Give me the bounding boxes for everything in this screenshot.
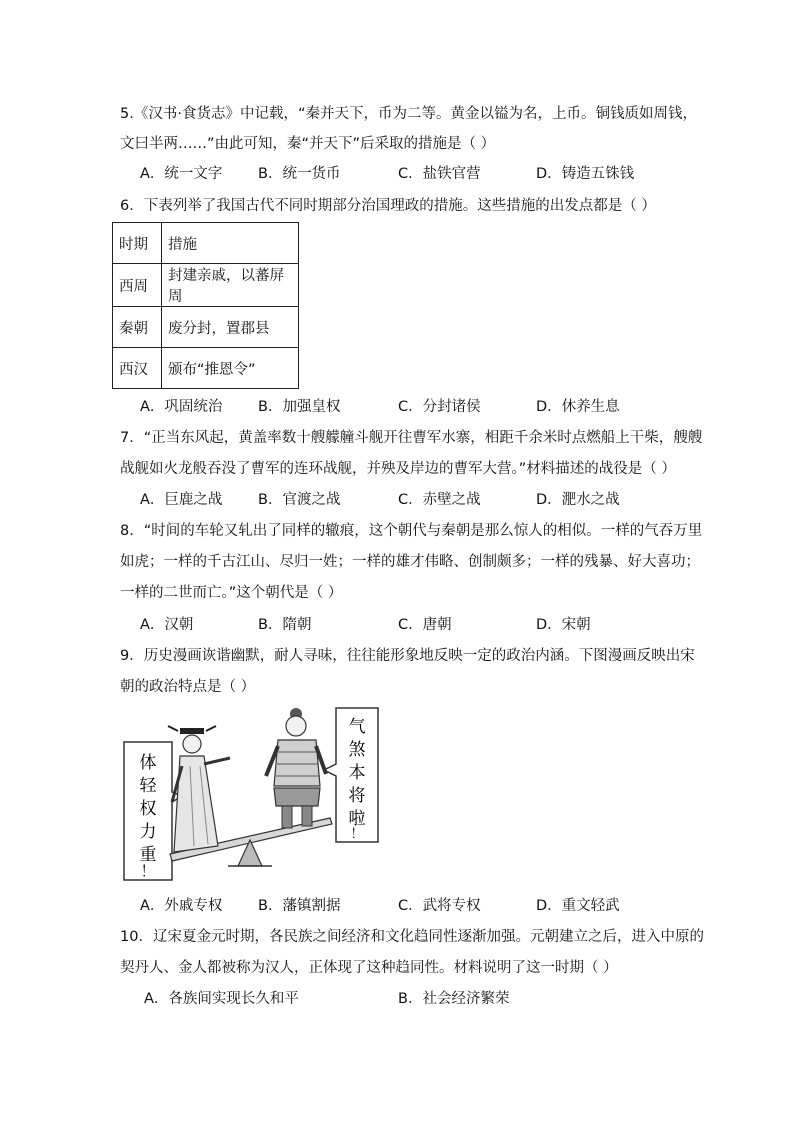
q8-option-b[interactable]: B．隋朝	[258, 617, 312, 633]
q5-option-a[interactable]: A．统一文字	[140, 166, 223, 182]
table-cell-measure: 废分封，置郡县	[162, 307, 299, 348]
right-speech-bubble	[324, 708, 378, 842]
table-row	[113, 307, 299, 348]
civil-official-figure-icon	[168, 726, 230, 852]
table-cell-period: 西周	[113, 264, 162, 307]
table-header-measure: 措施	[162, 223, 299, 264]
left-bubble-char: 权	[139, 799, 157, 819]
q5-option-c[interactable]: C．盐铁官营	[398, 166, 481, 182]
military-general-figure-icon	[266, 708, 326, 828]
q5-stem-line-1: 5.《汉书·食货志》中记载，“秦并天下，币为二等。黄金以镒为名，上币。铜钱质如周钱，	[120, 106, 697, 122]
q6-measures-table	[112, 222, 299, 389]
left-bubble-char: 轻	[139, 776, 157, 796]
table-row	[113, 348, 299, 389]
q9-cartoon-illustration	[120, 706, 382, 886]
q7-option-c[interactable]: C．赤壁之战	[398, 492, 481, 508]
q8-stem-line-2: 如虎；一样的千古江山、尽归一姓；一样的雄才伟略、创制颇多；一样的残暴、好大喜功；	[120, 554, 700, 570]
q9-option-b[interactable]: B．藩镇割据	[258, 898, 341, 914]
q7-stem-line-1: 7．“正当东风起，黄盖率数十艘艨艟斗舰开往曹军水寨，相距千余米时点燃船上干柴，艘艘	[120, 430, 703, 446]
q6-option-c[interactable]: C．分封诸侯	[398, 399, 481, 415]
table-cell-measure: 封建亲戚，以蕃屏周	[162, 264, 299, 307]
table-header-period: 时期	[113, 223, 162, 264]
q9-stem-line-2: 朝的政治特点是（ ）	[120, 679, 256, 695]
q7-stem-line-2: 战舰如火龙般吞没了曹军的连环战舰，并殃及岸边的曹军大营。”材料描述的战役是（ ）	[120, 461, 676, 477]
right-bubble-char: 啦	[348, 809, 366, 829]
left-bubble-char: 体	[139, 753, 157, 773]
right-bubble-char: ！	[350, 827, 364, 842]
left-bubble-char: 力	[139, 822, 157, 842]
q8-option-a[interactable]: A．汉朝	[140, 617, 194, 633]
table-cell-measure: 颁布“推恩令”	[162, 348, 299, 389]
q7-option-b[interactable]: B．官渡之战	[258, 492, 341, 508]
q6-option-d[interactable]: D．休养生息	[536, 399, 620, 415]
q6-option-a[interactable]: A．巩固统治	[140, 399, 223, 415]
right-bubble-char: 将	[348, 786, 366, 806]
table-cell-period: 秦朝	[113, 307, 162, 348]
right-bubble-char: 煞	[348, 740, 366, 760]
q10-stem-line-2: 契丹人、金人都被称为汉人，正体现了这种趋同性。材料说明了这一时期（ ）	[120, 960, 618, 976]
q10-option-a[interactable]: A．各族间实现长久和平	[144, 991, 299, 1007]
q8-stem-line-1: 8．“时间的车轮又轧出了同样的辙痕，这个朝代与秦朝是那么惊人的相似。一样的气吞万里	[120, 523, 703, 539]
table-row	[113, 264, 299, 307]
table-header-row	[113, 223, 299, 264]
right-bubble-char: 气	[348, 717, 366, 737]
q8-stem-line-3: 一样的二世而亡。”这个朝代是（ ）	[120, 585, 343, 601]
q6-stem: 6．下表列举了我国古代不同时期部分治国理政的措施。这些措施的出发点都是（ ）	[120, 198, 656, 214]
left-bubble-char: 重	[139, 845, 157, 865]
right-bubble-char: 本	[348, 763, 366, 783]
table-cell-period: 西汉	[113, 348, 162, 389]
q10-stem-line-1: 10．辽宋夏金元时期，各民族之间经济和文化趋同性逐渐加强。元朝建立之后，进入中原的	[120, 929, 704, 945]
q6-option-b[interactable]: B．加强皇权	[258, 399, 341, 415]
q5-option-b[interactable]: B．统一货币	[258, 166, 341, 182]
q7-option-d[interactable]: D．淝水之战	[536, 492, 620, 508]
q8-option-c[interactable]: C．唐朝	[398, 617, 452, 633]
q10-option-b[interactable]: B．社会经济繁荣	[398, 991, 510, 1007]
q9-option-d[interactable]: D．重文轻武	[536, 898, 620, 914]
q9-stem-line-1: 9．历史漫画诙谐幽默，耐人寻味，往往能形象地反映一定的政治内涵。下图漫画反映出宋	[120, 648, 695, 664]
left-bubble-char: ！	[140, 862, 156, 880]
q8-option-d[interactable]: D．宋朝	[536, 617, 591, 633]
q9-option-c[interactable]: C．武将专权	[398, 898, 481, 914]
q7-option-a[interactable]: A．巨鹿之战	[140, 492, 223, 508]
q5-stem-line-2: 文曰半两……”由此可知，秦“并天下”后采取的措施是（ ）	[120, 136, 496, 152]
q5-option-d[interactable]: D．铸造五铢钱	[536, 166, 635, 182]
q9-option-a[interactable]: A．外戚专权	[140, 898, 223, 914]
